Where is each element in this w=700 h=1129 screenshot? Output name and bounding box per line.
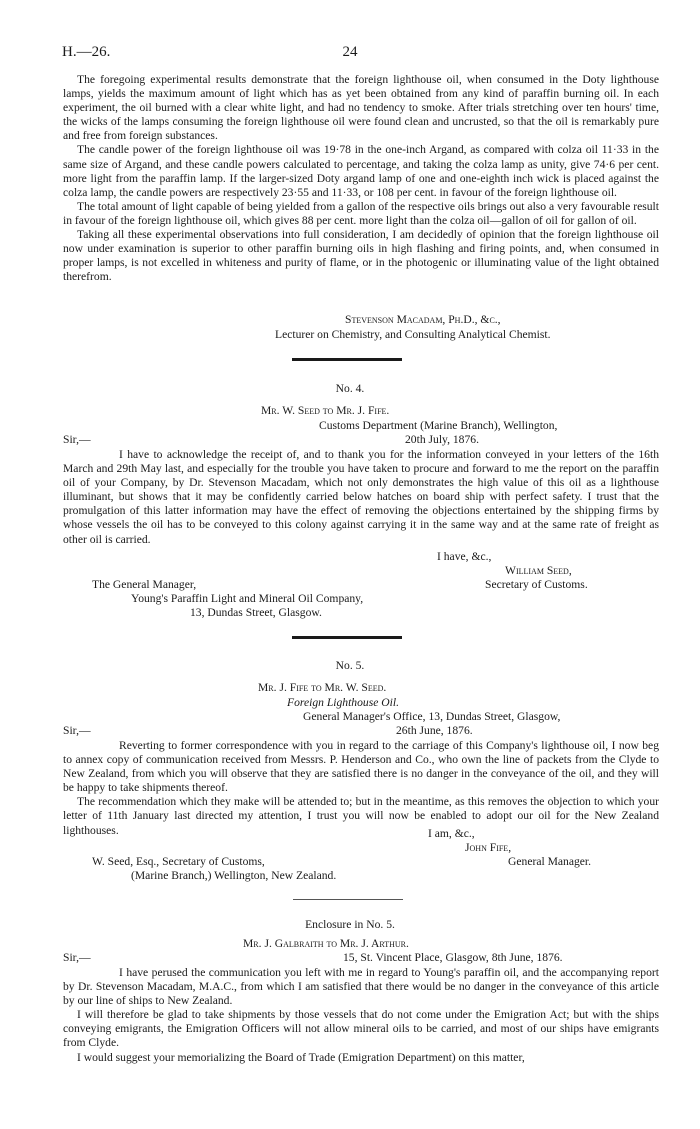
signature-title: Lecturer on Chemistry, and Consulting Analytical Chemist. [275,328,551,341]
letter-heading: No. 5. [335,659,365,672]
body-paragraph: I will therefore be glad to take shipments by those vessels that do not come under the Emigration Act; but with the ships conveying emigrants, the Emigration Officers will not allow mineral oils to be carried, and most of our ships have emigrants from Clyde. [63,1008,659,1050]
letter-heading: No. 4. [335,382,365,395]
report-reference: H.—26. [62,44,111,60]
running-header [62,44,638,64]
signer-title: General Manager. [508,855,592,868]
salutation: Sir,— [63,433,91,446]
enclosure-body [63,966,659,1065]
salutation: Sir,— [63,951,91,964]
closing: I am, &c., [428,827,475,840]
enclosure-divider [293,899,403,900]
letter-body [63,448,659,547]
body-paragraph: I would suggest your memorializing the Board of Trade (Emigration Department) on this matter, [77,1050,525,1064]
section-divider [292,636,402,639]
letter-date: 20th July, 1876. [405,433,479,446]
body-paragraph: Reverting to former correspondence with you in regard to the carriage of this Company's lighthouse oil, I now beg to annex copy of communication received from Messrs. P. Henderson and Co., who own the line of packets from the Clyde to New Zealand, from which you will observe that they are satisfied there is no danger in the conveyance of the oil, and they will be happy to take shipments thereof. [63,739,659,795]
salutation: Sir,— [63,724,91,737]
signature-name: Stevenson Macadam, Ph.D., &c., [345,313,501,326]
letter-from-to: Mr. J. Fife to Mr. W. Seed. [258,681,387,694]
enclosure-heading: Enclosure in No. 5. [305,918,395,931]
intro-paragraph: The total amount of light capable of being yielded from a gallon of the respective oils brings out also a very favourable result in favour of the foreign lighthouse oil, which gives 88 per cent. more light than the colza oil—gallon of oil for gallon of oil. [63,199,659,227]
enclosure-address-date: 15, St. Vincent Place, Glasgow, 8th June, 1876. [343,951,563,964]
signer-name: William Seed, [505,564,572,577]
addressee-line: W. Seed, Esq., Secretary of Customs, [92,855,265,868]
enclosure-from-to: Mr. J. Galbraith to Mr. J. Arthur. [243,937,409,950]
body-paragraph: I have to acknowledge the receipt of, and to thank you for the information conveyed in your letters of the 16th March and 29th May last, and especially for the trouble you have taken to procure and forward to me the report on the paraffin oil of your Company, by Dr. Stevenson Macadam, which not only demonstrates the high value of this oil as a lighthouse illuminant, but shows that it may be confidently carried below hatches on board ship with perfect safety. I trust that the promulgation of this latter information may have the effect of removing the objections entertained by the shipping firms by whose vessels the oil has to be conveyed to this colony against carrying it in the same way and at the same rate of freight as other oil is carried. [63,448,659,546]
intro-paragraph: The candle power of the foreign lighthouse oil was 19·78 in the one-inch Argand, as compared with colza oil 11·33 in the same size of Argand, and these candle powers calculated to percentage, and taking the colza lamp as unity, give 74·6 per cent. more light from the paraffin lamp. If the larger-sized Doty argand lamp of one and one-eighth inch wick is placed against the colza lamp, the candle powers are respectively 23·55 and 11·33, or 108 per cent. in favour of the foreign lighthouse oil. [63,143,659,199]
page-number: 24 [342,44,358,60]
letter-from-to: Mr. W. Seed to Mr. J. Fife. [261,404,390,417]
letter-address: General Manager's Office, 13, Dundas Street, Glasgow, [303,710,561,723]
closing: I have, &c., [437,550,492,563]
report-continuation [63,73,659,284]
body-paragraph: The recommendation which they make will be attended to; but in the meantime, as this removes the objection to which your letter of 11th January last directed my attention, I trust you will now be enabled to adopt our oil for the New Zealand lighthouses. [63,795,659,837]
addressee-line: (Marine Branch,) Wellington, New Zealand. [131,869,337,882]
body-paragraph: I have perused the communication you left with me in regard to Young's paraffin oil, and the accompanying report by Dr. Stevenson Macadam, M.A.C., from which I am satisfied that there would be no danger in the conveyance of this article by our line of ships to New Zealand. [63,966,659,1008]
section-divider [292,358,402,361]
intro-paragraph: Taking all these experimental observations into full consideration, I am decidedly of opinion that the foreign lighthouse oil now under examination is superior to other paraffin burning oils in high flashing and firing points, and, when consumed in proper lamps, is not excelled in whiteness and purity of flame, or in the photogenic or illuminating value of the light obtained therefrom. [63,228,659,284]
letter-subject: Foreign Lighthouse Oil. [287,696,399,709]
addressee-line: Young's Paraffin Light and Mineral Oil Company, [131,592,364,605]
letter-body [63,739,659,838]
letter-date: 26th June, 1876. [396,724,473,737]
addressee-line: The General Manager, [92,578,197,591]
letter-address: Customs Department (Marine Branch), Wellington, [319,419,558,432]
addressee-line: 13, Dundas Street, Glasgow. [190,606,322,619]
signer-name: John Fife, [465,841,512,854]
signer-title: Secretary of Customs. [485,578,588,591]
intro-paragraph: The foregoing experimental results demonstrate that the foreign lighthouse oil, when consumed in the Doty lighthouse lamps, yields the maximum amount of light which has as yet been obtained from any kind of paraffin burning oil. In each experiment, the oil burned with a clear white light, and had no tendency to smoke. After trials stretching over ten hours' time, the wicks of the lamps consuming the foreign lighthouse oil were found clean and uncrusted, so that the oil is remarkably pure and free from foreign substances. [63,73,659,143]
